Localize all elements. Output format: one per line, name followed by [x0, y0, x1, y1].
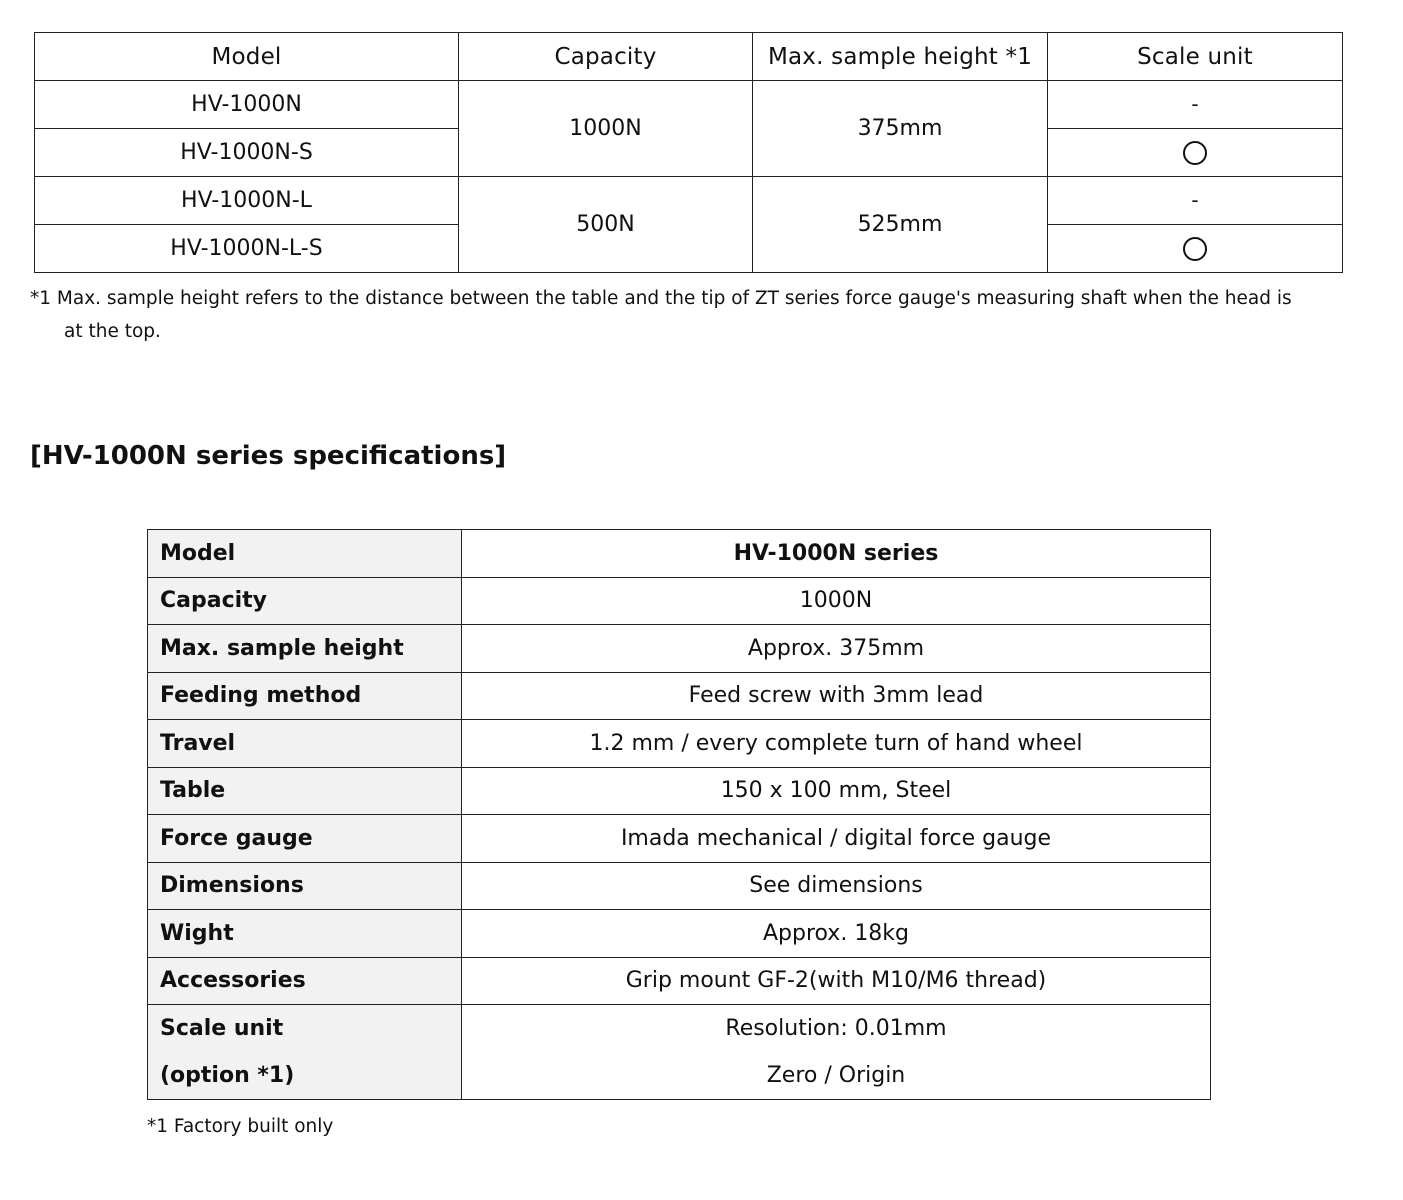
scale-unit-cell — [1048, 177, 1343, 225]
spec-value: See dimensions — [462, 862, 1211, 910]
scale-unit-label: Scale unit — [160, 1016, 284, 1041]
model-cell: HV-1000N-S — [35, 129, 459, 177]
spec-row — [148, 625, 1211, 673]
spec-label: Accessories — [148, 957, 462, 1005]
spec-value: Grip mount GF-2(with M10/M6 thread) — [462, 957, 1211, 1005]
spec-label: Model — [148, 530, 462, 578]
spec-label: Wight — [148, 910, 462, 958]
spec-value-scale-unit — [462, 1005, 1211, 1100]
spec-value: 1000N — [462, 577, 1211, 625]
table-row — [35, 81, 1343, 129]
spec-row — [148, 767, 1211, 815]
spec-value: Approx. 375mm — [462, 625, 1211, 673]
max-height-footnote — [30, 282, 1360, 348]
circle-icon — [1183, 141, 1207, 165]
spec-value: 150 x 100 mm, Steel — [462, 767, 1211, 815]
scale-unit-cell — [1048, 129, 1343, 177]
scale-unit-resolution: Resolution: 0.01mm — [725, 1016, 947, 1041]
header-model: Model — [35, 33, 459, 81]
scale-unit-cell — [1048, 81, 1343, 129]
capacity-cell: 1000N — [459, 81, 753, 177]
spec-value: HV-1000N series — [462, 530, 1211, 578]
dash-mark: - — [1191, 188, 1199, 212]
spec-row-scale-unit — [148, 1005, 1211, 1100]
header-scale-unit: Scale unit — [1048, 33, 1343, 81]
models-table — [34, 32, 1343, 273]
spec-label-scale-unit — [148, 1005, 462, 1100]
spec-label: Capacity — [148, 577, 462, 625]
spec-row — [148, 862, 1211, 910]
spec-value: 1.2 mm / every complete turn of hand wheel — [462, 720, 1211, 768]
spec-label: Force gauge — [148, 815, 462, 863]
spec-label: Feeding method — [148, 672, 462, 720]
spec-label: Dimensions — [148, 862, 462, 910]
spec-label: Max. sample height — [148, 625, 462, 673]
footnote-line-2: at the top. — [64, 321, 161, 342]
spec-value: Feed screw with 3mm lead — [462, 672, 1211, 720]
model-cell: HV-1000N — [35, 81, 459, 129]
spec-row — [148, 910, 1211, 958]
spec-row — [148, 672, 1211, 720]
spec-label: Travel — [148, 720, 462, 768]
scale-unit-cell — [1048, 225, 1343, 273]
specs-table — [147, 529, 1211, 1100]
circle-icon — [1183, 237, 1207, 261]
max-height-cell: 375mm — [753, 81, 1048, 177]
section-title: [HV-1000N series specifications] — [30, 441, 507, 471]
spec-label: Table — [148, 767, 462, 815]
spec-row — [148, 957, 1211, 1005]
model-cell: HV-1000N-L — [35, 177, 459, 225]
scale-unit-zero-origin: Zero / Origin — [766, 1063, 906, 1088]
header-capacity: Capacity — [459, 33, 753, 81]
model-cell: HV-1000N-L-S — [35, 225, 459, 273]
table-row — [35, 177, 1343, 225]
models-header-row — [35, 33, 1343, 81]
spec-value: Approx. 18kg — [462, 910, 1211, 958]
spec-row — [148, 530, 1211, 578]
spec-row — [148, 577, 1211, 625]
footnote-line-1: *1 Max. sample height refers to the distance between the table and the tip of ZT series force gauge's measuring shaft when the head is — [30, 288, 1292, 309]
spec-row — [148, 815, 1211, 863]
spec-value: Imada mechanical / digital force gauge — [462, 815, 1211, 863]
capacity-cell: 500N — [459, 177, 753, 273]
max-height-cell: 525mm — [753, 177, 1048, 273]
spec-row — [148, 720, 1211, 768]
header-max-sample-height: Max. sample height *1 — [753, 33, 1048, 81]
scale-unit-option-label: (option *1) — [160, 1063, 295, 1088]
dash-mark: - — [1191, 92, 1199, 116]
factory-footnote: *1 Factory built only — [147, 1116, 334, 1137]
